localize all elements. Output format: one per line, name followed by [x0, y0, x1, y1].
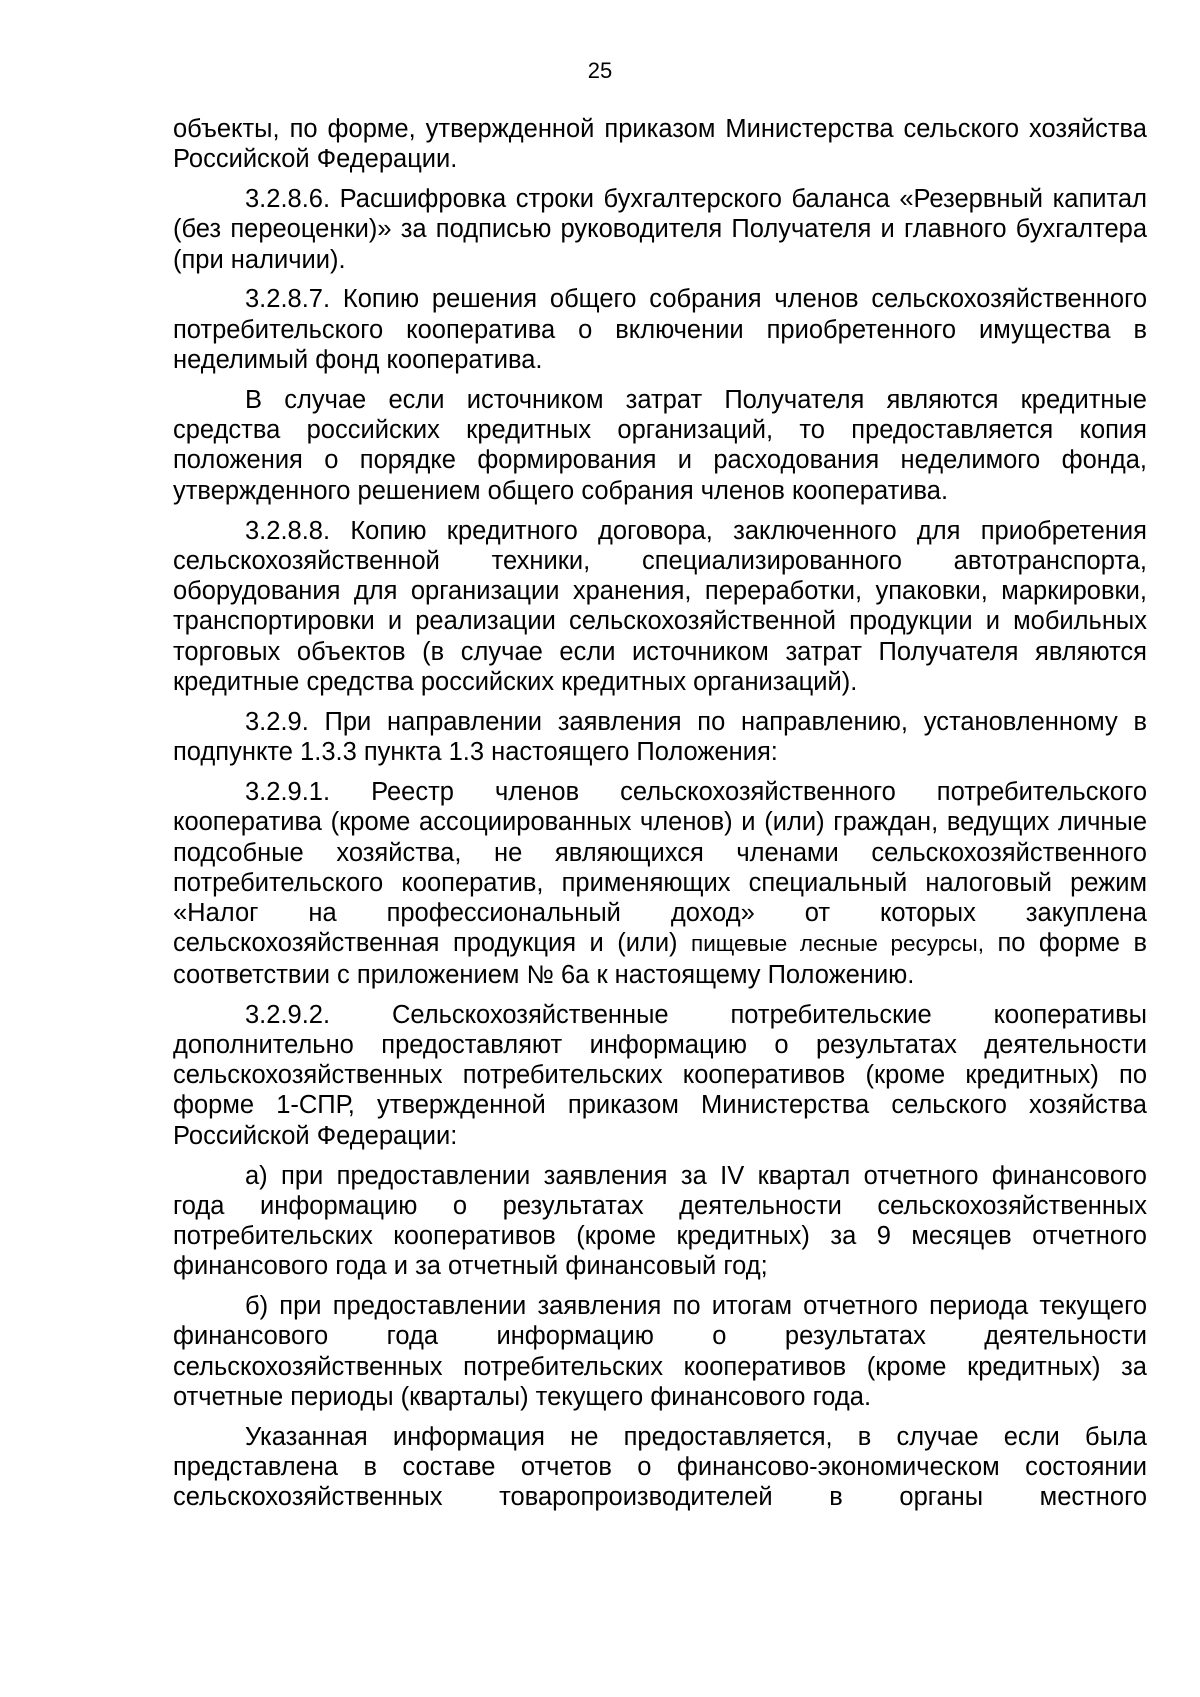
- paragraph-3-2-9-1-small-text: пищевые лесные ресурсы,: [691, 931, 984, 957]
- paragraph-item-a: а) при предоставлении заявления за IV квартал отчетного финансового года информацию о результатах деятельности сельскохозяйственных потребительских кооперативов (кроме кредитных) за 9 месяцев отчетного финансового года и за отчетный финансовый год;: [173, 1161, 1147, 1281]
- paragraph-info-not-provided: Указанная информация не предоставляется, в случае если была представлена в составе отчетов о финансово-экономическом состоянии сельскохозяйственных товаропроизводителей в органы местного: [173, 1422, 1147, 1512]
- paragraph-3-2-9-1: [173, 777, 1147, 990]
- paragraph-3-2-9-2: 3.2.9.2. Сельскохозяйственные потребительские кооперативы дополнительно предоставляют информацию о результатах деятельности сельскохозяйственных потребительских кооперативов (кроме кредитных) по форме 1-СПР, утвержденной приказом Министерства сельского хозяйства Российской Федерации:: [173, 1000, 1147, 1150]
- paragraph-credit-funds: В случае если источником затрат Получателя являются кредитные средства российских кредитных организаций, то предоставляется копия положения о порядке формирования и расходования неделимого фонда, утвержденного решением общего собрания членов кооператива.: [173, 385, 1147, 505]
- paragraph-3-2-8-7: 3.2.8.7. Копию решения общего собрания членов сельскохозяйственного потребительского кооператива о включении приобретенного имущества в неделимый фонд кооператива.: [173, 285, 1147, 375]
- paragraph-3-2-9: 3.2.9. При направлении заявления по направлению, установленному в подпункте 1.3.3 пункта 1.3 настоящего Положения:: [173, 707, 1147, 767]
- paragraph-continuation: объекты, по форме, утвержденной приказом Министерства сельского хозяйства Российской Федерации.: [173, 115, 1147, 174]
- page-number: 25: [587, 58, 613, 83]
- paragraph-3-2-9-1-part-a: 3.2.9.1. Реестр членов сельскохозяйственного потребительского кооператива (кроме ассоциированных членов) и (или) граждан, ведущих личные подсобные хозяйства, не являющихся членами сельскохозяйственного потребительского кооператив, применяющих специальный налоговый режим «Налог на профессиональный доход» от которых закуплена сельскохозяйственная продукция и (или): [173, 777, 1147, 958]
- document-body: [173, 114, 1147, 1513]
- paragraph-3-2-8-6: 3.2.8.6. Расшифровка строки бухгалтерского баланса «Резервный капитал (без переоценки)» за подписью руководителя Получателя и главного бухгалтера (при наличии).: [173, 185, 1147, 274]
- paragraph-3-2-8-8: 3.2.8.8. Копию кредитного договора, заключенного для приобретения сельскохозяйственной техники, специализированного автотранспорта, оборудования для организации хранения, переработки, упаковки, маркировки, транспортировки и реализации сельскохозяйственной продукции и мобильных торговых объектов (в случае если источником затрат Получателя являются кредитные средства российских кредитных организаций).: [173, 516, 1147, 697]
- paragraph-3-2-9-1-part-b: по форме в соответствии с приложением № 6а к настоящему Положению.: [173, 929, 1148, 989]
- paragraph-item-b: б) при предоставлении заявления по итогам отчетного периода текущего финансового года информацию о результатах деятельности сельскохозяйственных потребительских кооперативов (кроме кредитных) за отчетные периоды (кварталы) текущего финансового года.: [173, 1292, 1147, 1412]
